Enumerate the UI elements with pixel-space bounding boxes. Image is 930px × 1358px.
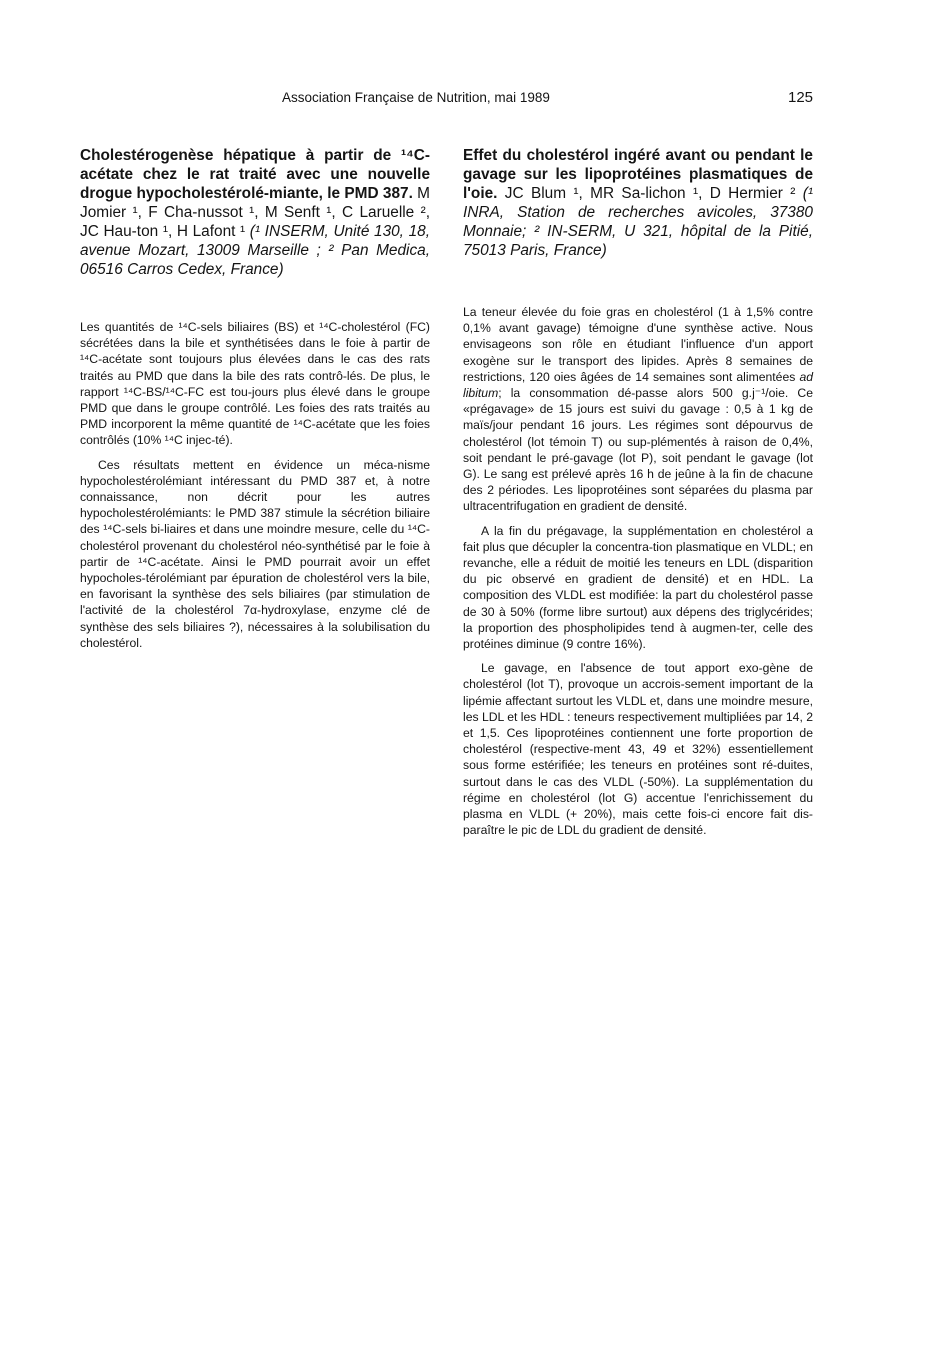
- left-abstract-heading: [80, 146, 430, 279]
- right-paragraph-3: Le gavage, en l'absence de tout apport exo-gène de cholestérol (lot T), provoque un accrois-sement important de la lipémie affectant surtout les VLDL et, dans une moindre mesure, les LDL et les HDL : teneurs respectivement multipliées par 14, 2 et 1,5. Ces lipoprotéines contiennent une forte proportion de cholestérol (respective-ment 43, 49 et 32%) essentiellement sous forme estérifiée; les teneurs en protéines sont ré-duites, surtout dans le cas des VLDL (-50%). La supplémentation du régime en cholestérol (lot G) accentue l'enrichissement du plasma en VLDL (+ 20%), mais cette fois-ci encore fait dis-paraître le pic de LDL du gradient de densité.: [463, 661, 813, 838]
- right-column: [463, 146, 813, 847]
- left-abstract-body: [80, 319, 430, 651]
- right-paragraph-1: [463, 304, 813, 515]
- right-abstract-heading: [463, 146, 813, 260]
- right-paragraph-2: A la fin du prégavage, la supplémentation en cholestérol a fait plus que décupler la concentra-tion plasmatique en VLDL; en revanche, elle a réduit de moitié les teneurs en LDL (disparition du pic observé en gradient de densité) et en HDL. La composition des VLDL est modifiée: la part du cholestérol passe de 30 à 50% (forme libre surtout) aux dépens des triglycérides; la proportion des phospholipides tend à augmen-ter, celle des protéines diminue (9 contre 16%).: [463, 523, 813, 652]
- ad-libitum-italic: ad libitum: [463, 369, 813, 401]
- right-abstract-title: Effet du cholestérol ingéré avant ou pendant le gavage sur les lipoprotéines plasmatiques de l'oie.: [463, 147, 813, 202]
- left-abstract-title: Cholestérogenèse hépatique à partir de ¹⁴C-acétate chez le rat traité avec une nouvelle drogue hypocholestérolé-miante, le PMD 387.: [80, 147, 430, 202]
- left-paragraph-2: Ces résultats mettent en évidence un méca-nisme hypocholestérolémiant intéressant du PMD 387 et, à notre connaissance, non décrit pour les autres hypocholestérolémiants: le PMD 387 stimule la sécrétion biliaire des ¹⁴C-sels bi-liaires et dans une moindre mesure, celle du ¹⁴C-cholestérol provenant du cholestérol néo-synthétisé par le foie à partir de ¹⁴C-acétate. Ainsi le PMD pourrait avoir un effet hypocholes-térolémiant par épuration de cholestérol vers la bile, en favorisant la synthèse des sels biliaires (par stimulation de l'activité de la cholestérol 7α-hydroxylase, enzyme clé de synthèse des sels biliaires ?), nécessaires à la solubilisation du cholestérol.: [80, 457, 430, 650]
- right-abstract-institutions: (¹ INRA, Station de recherches avicoles, 37380 Monnaie; ² IN-SERM, U 321, hôpital de la Pitié, 75013 Paris, France): [463, 185, 813, 259]
- right-abstract-body: [463, 304, 813, 839]
- left-column: [80, 146, 430, 659]
- left-paragraph-1: Les quantités de ¹⁴C-sels biliaires (BS) et ¹⁴C-cholestérol (FC) sécrétées dans la bile et synthétisées dans le foie à partir de ¹⁴C-acétate sont toujours plus élevées dans le cas des rats traités au PMD que dans la bile des rats contrô-lés. De plus, le rapport ¹⁴C-BS/¹⁴C-FC est tou-jours plus élevé dans le groupe PMD que dans le groupe contrôlé. Les foies des rats traités au PMD incorporent la même quantité de ¹⁴C-acétate que les foies contrôlés (10% ¹⁴C injec-té).: [80, 320, 430, 448]
- right-p1-part-b: ; la consommation dé-passe alors 500 g.j⁻¹/oie. Ce «prégavage» de 15 jours est suivi du gavage : 0,5 à 1 kg de maïs/jour pendant 16 jours. Les régimes sont dépourvus de cholestérol (lot témoin T) ou sup-plémentés à raison de 0,4%, soit pendant le pré-gavage (lot P), soit pendant le gavage (lot G). Le sang est prélevé après 16 h de jeûne à la fin de chacune des 2 périodes. Les lipoprotéines sont séparées du plasma par ultracentrifugation en gradient de densité.: [463, 386, 813, 514]
- right-p1-part-a: La teneur élevée du foie gras en cholestérol (1 à 1,5% contre 0,1% avant gavage) témoigne d'une synthèse active. Nous envisageons son rôle en étudiant l'influence d'un apport exogène sur le transport des lipides. Après 8 semaines de restrictions, 120 oies âgées de 14 semaines sont alimentées: [463, 305, 813, 384]
- running-header: Association Française de Nutrition, mai 1989: [282, 90, 550, 105]
- page-number: 125: [788, 89, 814, 106]
- left-abstract-authors: M Jomier ¹, F Cha-nussot ¹, M Senft ¹, C Laruelle ², JC Hau-ton ¹, H Lafont ¹: [80, 185, 430, 240]
- right-abstract-authors: JC Blum ¹, MR Sa-lichon ¹, D Hermier ²: [497, 185, 803, 202]
- left-abstract-institutions: (¹ INSERM, Unité 130, 18, avenue Mozart, 13009 Marseille ; ² Pan Medica, 06516 Carros Cedex, France): [80, 223, 430, 278]
